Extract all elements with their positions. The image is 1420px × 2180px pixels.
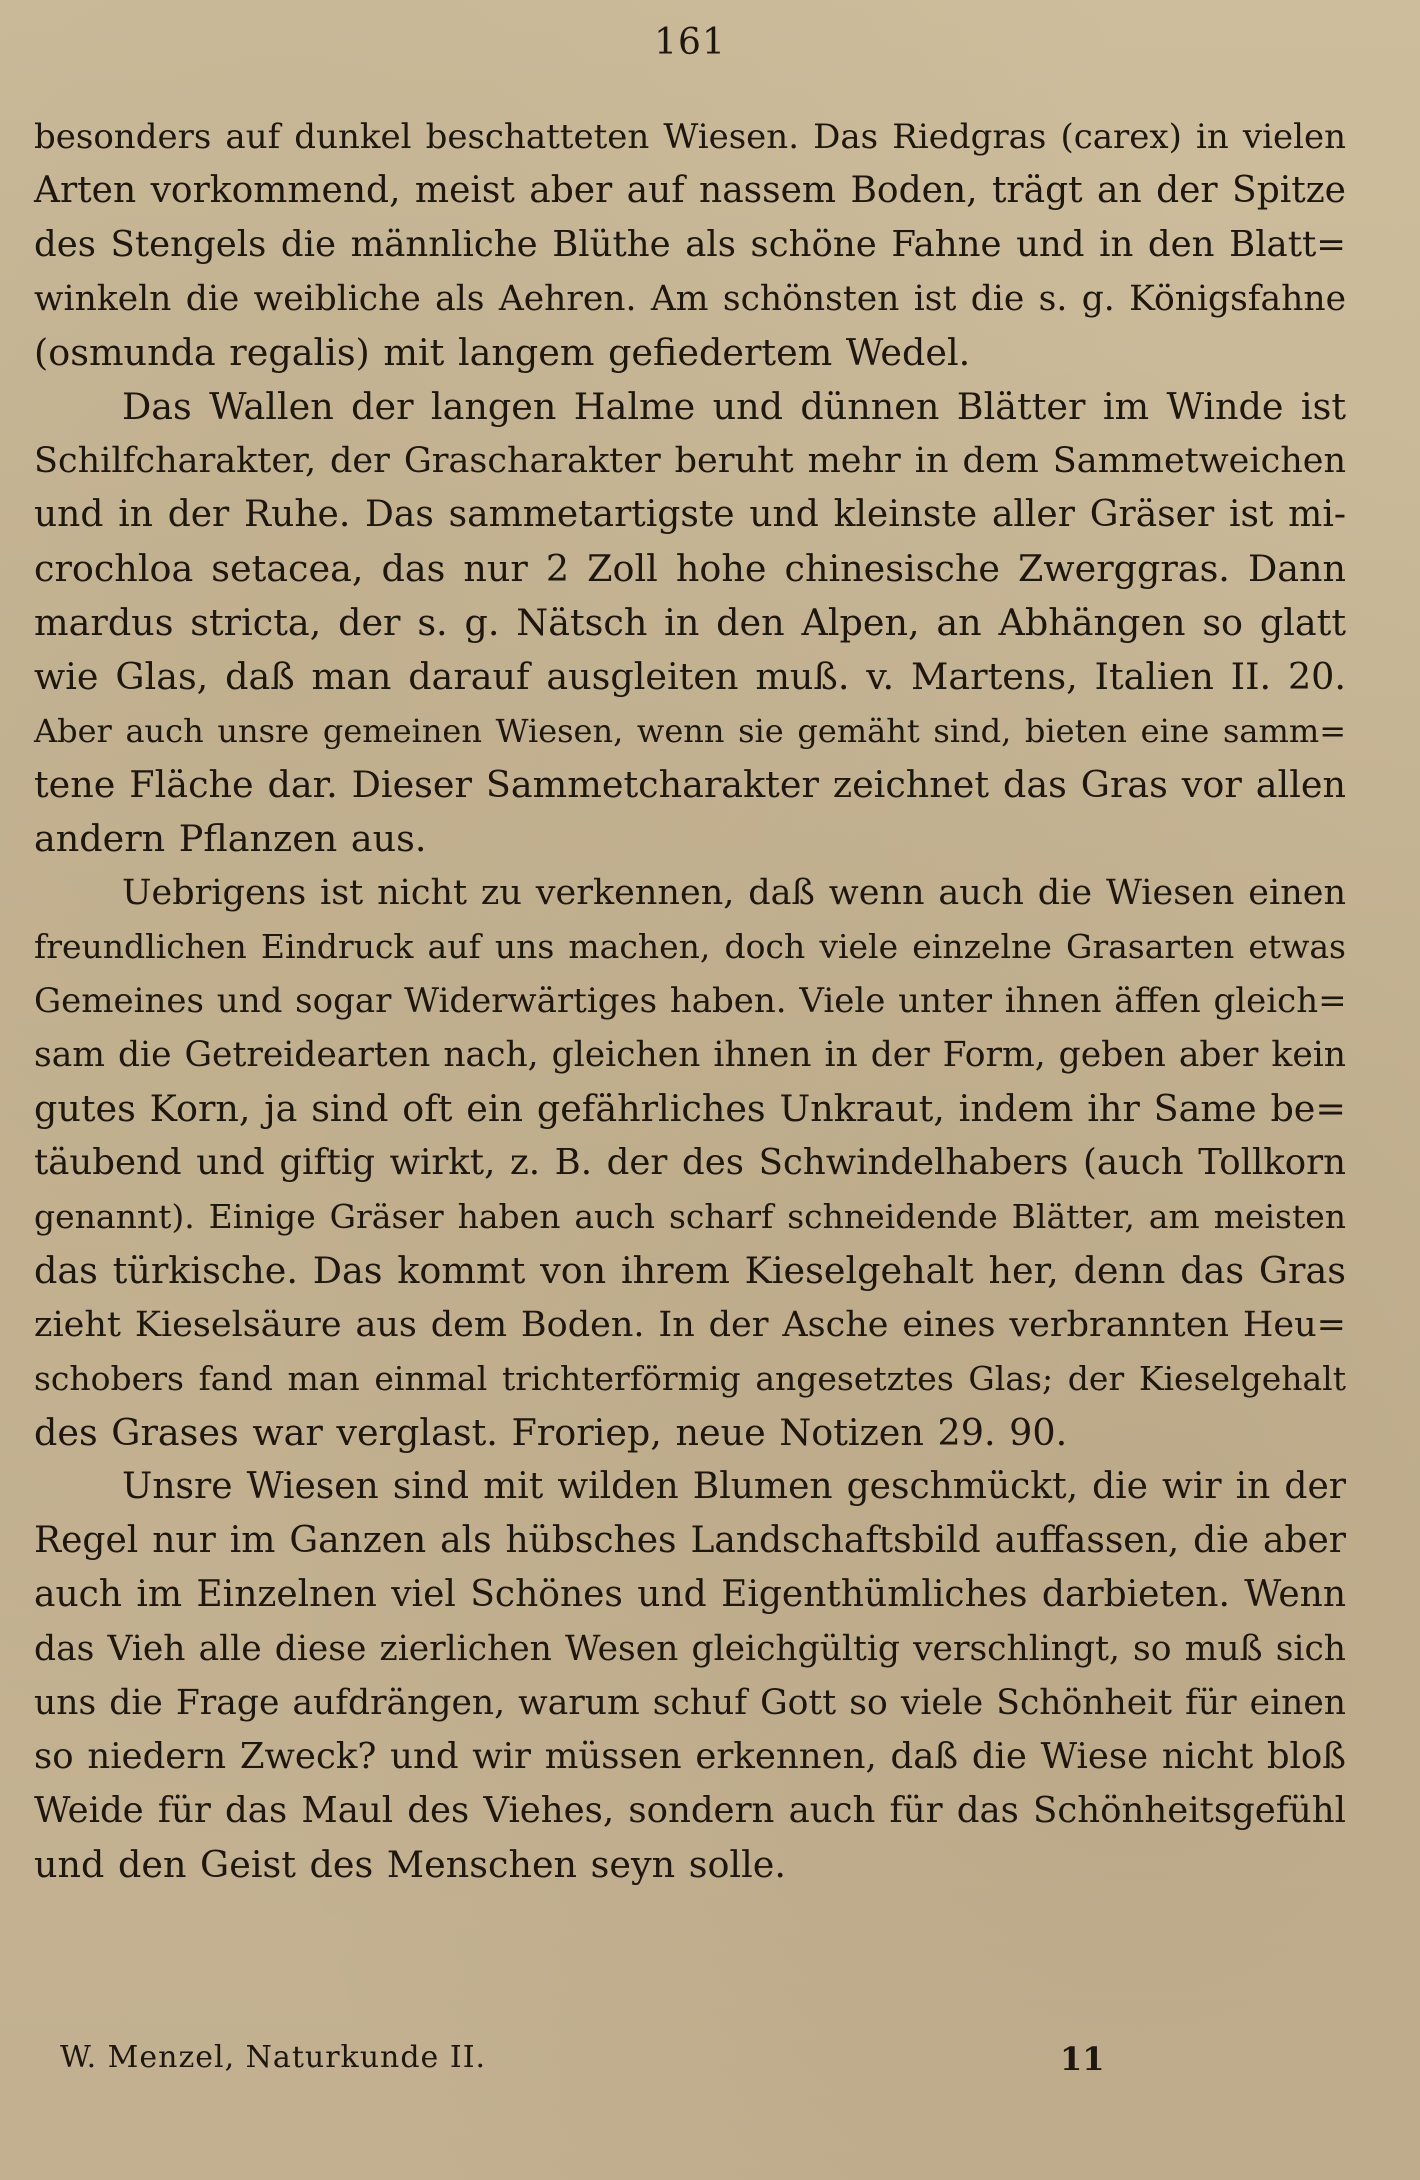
text-line: zieht Kieselsäure aus dem Boden. In der Asche eines verbrannten Heu= xyxy=(34,1305,1346,1345)
page-footer xyxy=(60,2040,1350,2090)
body-text xyxy=(34,110,1346,1892)
text-line: tene Fläche dar. Dieser Sammetcharakter zeichnet das Gras vor allen xyxy=(34,763,1346,806)
paragraph xyxy=(34,380,1346,866)
text-line: das Vieh alle diese zierlichen Wesen gleichgültig verschlingt, so muß sich xyxy=(34,1629,1346,1669)
text-line: Das Wallen der langen Halme und dünnen Blätter im Winde ist xyxy=(122,385,1346,428)
page-number: 161 xyxy=(654,22,726,63)
text-line: des Grases war verglast. Froriep, neue Notizen 29. 90. xyxy=(34,1411,1068,1454)
text-line: gutes Korn, ja sind oft ein gefährliches Unkraut, indem ihr Same be= xyxy=(34,1087,1346,1130)
text-line: Weide für das Maul des Viehes, sondern auch für das Schönheitsgefühl xyxy=(34,1790,1346,1831)
text-line: schobers fand man einmal trichterförmig angesetztes Glas; der Kieselgehalt xyxy=(34,1359,1346,1398)
paragraph xyxy=(34,1460,1346,1892)
text-line: Uebrigens ist nicht zu verkennen, daß wenn auch die Wiesen einen xyxy=(122,873,1346,913)
paragraph xyxy=(34,110,1346,380)
text-line: mardus stricta, der s. g. Nätsch in den Alpen, an Abhängen so glatt xyxy=(34,601,1346,644)
text-line: genannt). Einige Gräser haben auch scharf schneidende Blätter, am meisten xyxy=(34,1197,1346,1236)
text-line: uns die Frage aufdrängen, warum schuf Gott so viele Schönheit für einen xyxy=(34,1683,1346,1723)
text-line: auch im Einzelnen viel Schönes und Eigenthümliches darbieten. Wenn xyxy=(34,1574,1346,1615)
footer-signature: 11 xyxy=(1060,2040,1105,2078)
text-line: andern Pflanzen aus. xyxy=(34,817,427,860)
text-line: freundlichen Eindruck auf uns machen, doch viele einzelne Grasarten etwas xyxy=(34,927,1346,966)
text-line: winkeln die weibliche als Aehren. Am schönsten ist die s. g. Königsfahne xyxy=(34,279,1346,319)
text-line: Schilfcharakter, der Grascharakter beruht mehr in dem Sammetweichen xyxy=(34,441,1346,481)
text-line: (osmunda regalis) mit langem gefiedertem Wedel. xyxy=(34,331,971,374)
text-line: das türkische. Das kommt von ihrem Kieselgehalt her, denn das Gras xyxy=(34,1249,1346,1292)
text-line: so niedern Zweck? und wir müssen erkennen, daß die Wiese nicht bloß xyxy=(34,1736,1346,1777)
footer-author: W. Menzel, Naturkunde II. xyxy=(60,2040,487,2075)
text-line: sam die Getreidearten nach, gleichen ihnen in der Form, geben aber kein xyxy=(34,1035,1346,1075)
text-line: Unsre Wiesen sind mit wilden Blumen geschmückt, die wir in der xyxy=(122,1466,1346,1507)
text-line: Regel nur im Ganzen als hübsches Landschaftsbild auffassen, die aber xyxy=(34,1520,1346,1561)
text-line: und in der Ruhe. Das sammetartigste und kleinste aller Gräser ist mi- xyxy=(34,494,1346,535)
paragraph xyxy=(34,866,1346,1460)
text-line: Gemeines und sogar Widerwärtiges haben. Viele unter ihnen äffen gleich= xyxy=(34,981,1347,1021)
text-line: Arten vorkommend, meist aber auf nassem Boden, trägt an der Spitze xyxy=(34,170,1346,211)
text-line: crochloa setacea, das nur 2 Zoll hohe chinesische Zwerggras. Dann xyxy=(34,547,1346,590)
text-line: wie Glas, daß man darauf ausgleiten muß. v. Martens, Italien II. 20. xyxy=(34,655,1346,698)
text-line: des Stengels die männliche Blüthe als schöne Fahne und in den Blatt= xyxy=(34,224,1346,265)
text-line: täubend und giftig wirkt, z. B. der des Schwindelhabers (auch Tollkorn xyxy=(34,1142,1346,1183)
text-line: und den Geist des Menschen seyn solle. xyxy=(34,1843,786,1886)
text-line: besonders auf dunkel beschatteten Wiesen. Das Riedgras (carex) in vielen xyxy=(34,117,1346,157)
text-line: Aber auch unsre gemeinen Wiesen, wenn sie gemäht sind, bieten eine samm= xyxy=(34,712,1346,750)
